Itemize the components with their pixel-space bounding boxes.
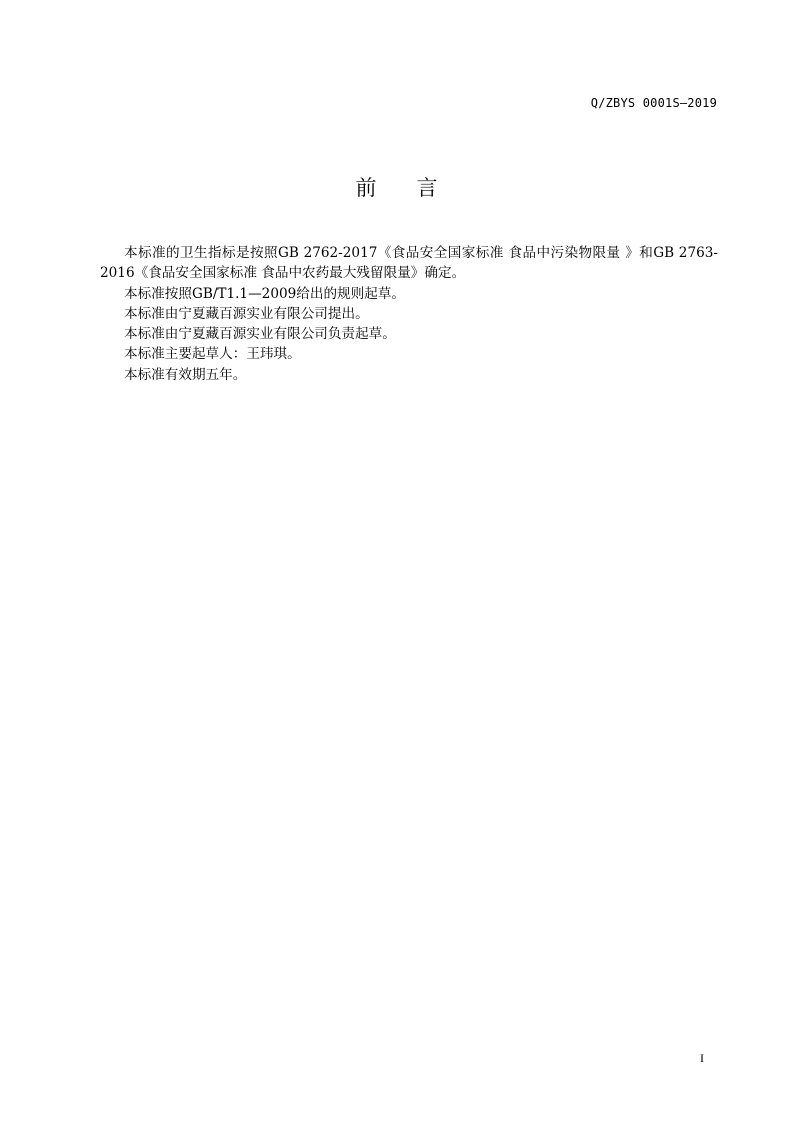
page-title: 前言 — [355, 176, 478, 200]
foreword-body — [100, 243, 718, 385]
paragraph-drafting-rules: 本标准按照GB/T1.1—2009给出的规则起草。 — [124, 285, 406, 302]
paragraph-responsible-drafter: 本标准由宁夏藏百源实业有限公司负责起草。 — [124, 326, 396, 343]
paragraph-proposer: 本标准由宁夏藏百源实业有限公司提出。 — [124, 305, 369, 322]
paragraph-health-indicators: 本标准的卫生指标是按照GB 2762-2017《食品安全国家标准 食品中污染物限量 》和GB 2763-2016《食品安全国家标准 食品中农药最大残留限量》确定。 — [100, 245, 718, 282]
page-number: I — [700, 1051, 704, 1065]
document-code: Q/ZBYS 0001S—2019 — [590, 96, 717, 110]
paragraph-validity: 本标准有效期五年。 — [124, 366, 247, 383]
paragraph-main-drafter: 本标准主要起草人：王玮琪。 — [124, 346, 301, 363]
